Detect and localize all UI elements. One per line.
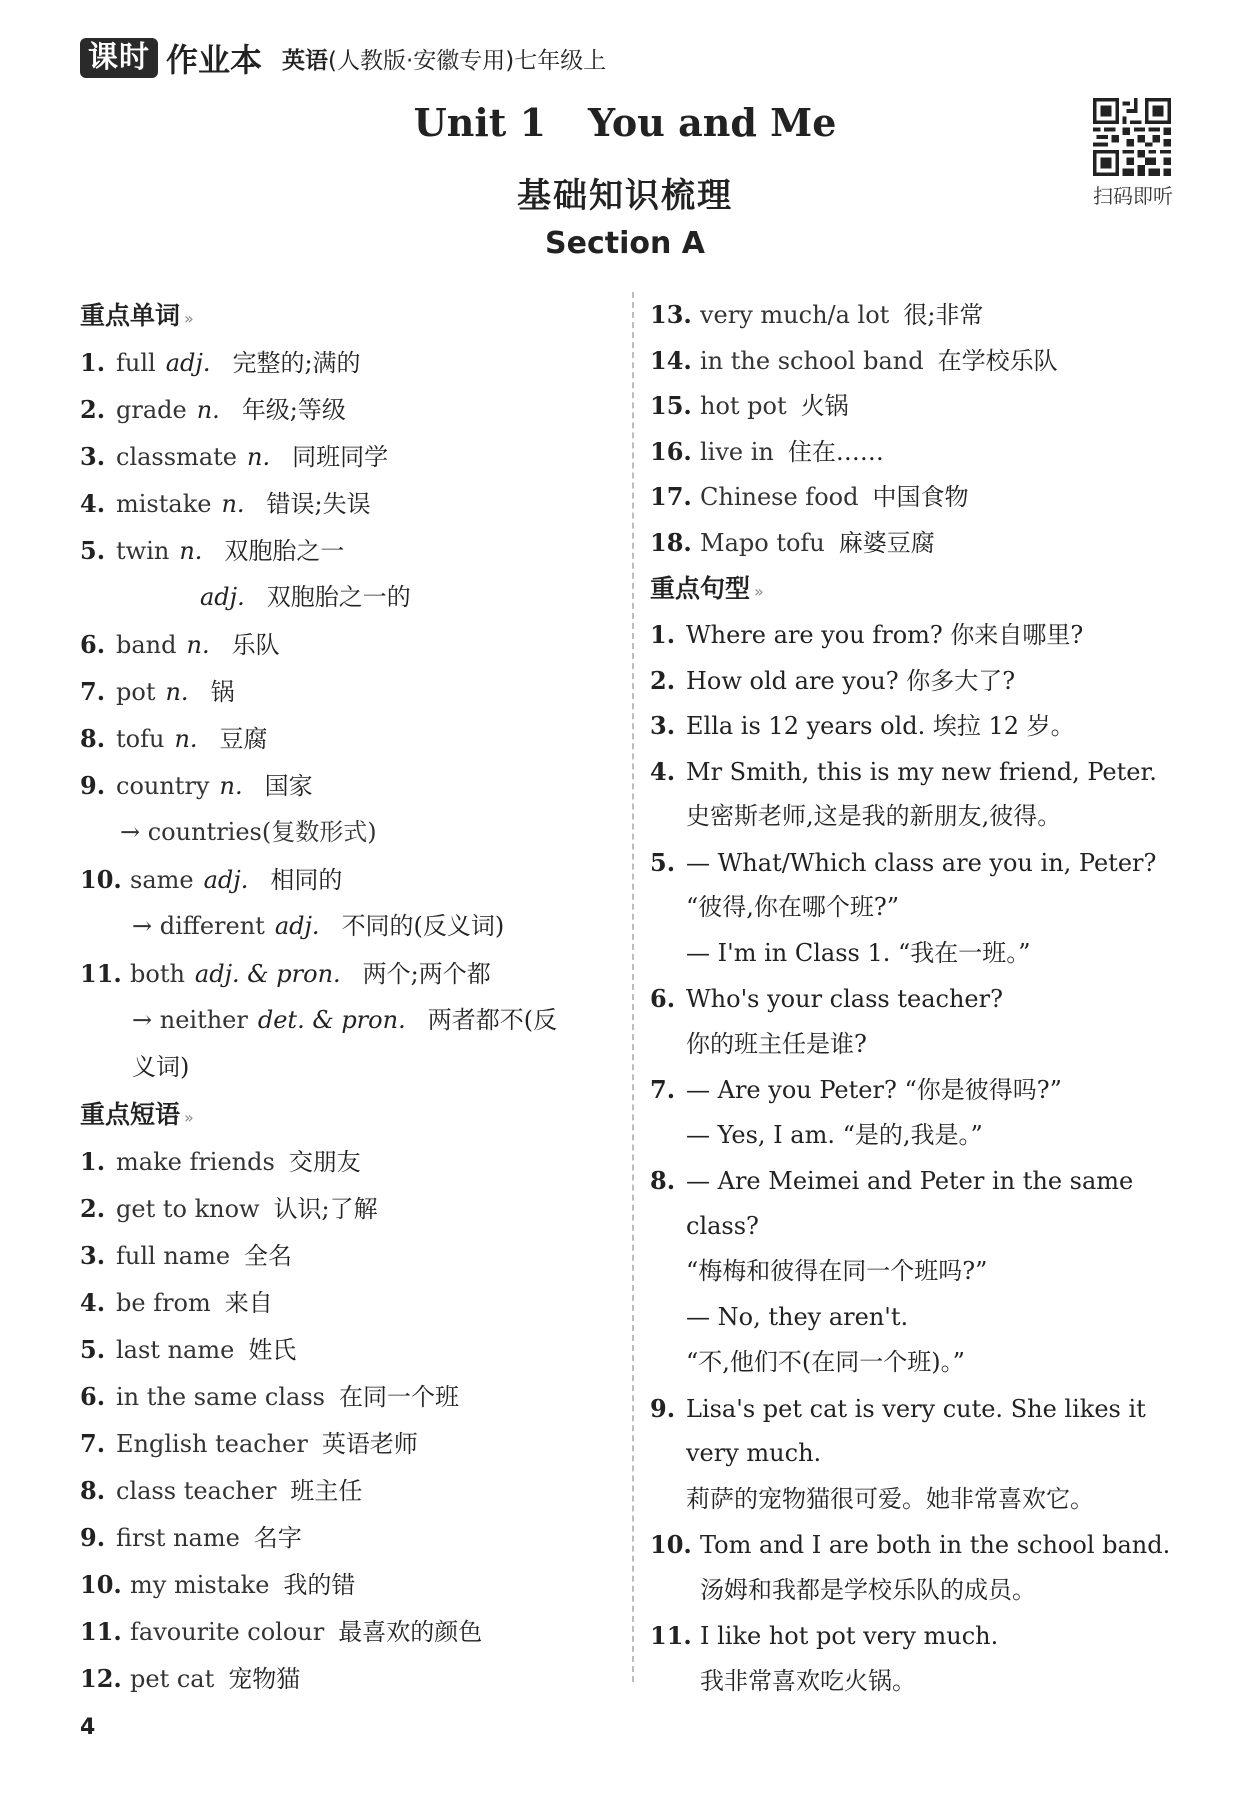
word-item: 5. twin n. 双胞胎之一 xyxy=(80,536,345,565)
logo-text: 作业本 xyxy=(166,41,263,79)
sentence-line: very much. xyxy=(686,1439,822,1467)
phrase-item: 7. English teacher 英语老师 xyxy=(80,1429,418,1458)
book-detail: (人教版·安徽专用)七年级上 xyxy=(328,47,607,74)
sentence-line: 3. Ella is 12 years old. 埃拉 12 岁。 xyxy=(650,711,1075,740)
section-title: Section A xyxy=(545,226,705,261)
word-item: 6. band n. 乐队 xyxy=(80,630,280,659)
word-item: 7. pot n. 锅 xyxy=(80,677,235,706)
sentence-line: 2. How old are you? 你多大了? xyxy=(650,665,1016,695)
book-title xyxy=(282,42,606,75)
phrase-item: 5. last name 姓氏 xyxy=(80,1335,297,1364)
sentence-line: “梅梅和彼得在同一个班吗?” xyxy=(686,1257,988,1285)
words-heading: 重点单词 » xyxy=(80,301,194,330)
qr-label: 扫码即听 xyxy=(1093,184,1173,208)
unit-title xyxy=(0,100,1250,145)
word-item: → different adj. 不同的(反义词) xyxy=(132,912,505,940)
sentence-line: 8. — Are Meimei and Peter in the same xyxy=(650,1166,1134,1195)
phrases-heading: 重点短语 » xyxy=(80,1100,194,1129)
sentence-line: 6. Who's your class teacher? xyxy=(650,984,1003,1013)
phrase-item: 11. favourite colour 最喜欢的颜色 xyxy=(80,1617,483,1646)
sentence-line: 我非常喜欢吃火锅。 xyxy=(700,1666,916,1695)
word-item: 4. mistake n. 错误;失误 xyxy=(80,489,371,518)
book-subject: 英语 xyxy=(282,47,329,74)
sentence-line: “彼得,你在哪个班?” xyxy=(686,893,900,921)
sub-title: 基础知识梳理 xyxy=(517,176,733,216)
sentence-line: 7. — Are you Peter? “你是彼得吗?” xyxy=(650,1075,1062,1104)
sentences-heading: 重点句型 » xyxy=(650,574,764,603)
sentence-line: 5. — What/Which class are you in, Peter? xyxy=(650,847,1157,877)
word-item: → neither det. & pron. 两者都不(反 xyxy=(132,1006,558,1034)
phrase-item: 1. make friends 交朋友 xyxy=(80,1147,361,1176)
sentence-line: class? xyxy=(686,1211,759,1240)
word-item: adj. 双胞胎之一的 xyxy=(200,583,411,611)
sentence-line: 11. I like hot pot very much. xyxy=(650,1621,999,1650)
phrase-item: 13. very much/a lot 很;非常 xyxy=(650,300,984,329)
word-item: 10. same adj. 相同的 xyxy=(80,865,343,894)
right-column xyxy=(650,292,1190,1704)
phrase-item: 15. hot pot 火锅 xyxy=(650,391,849,420)
phrase-item: 6. in the same class 在同一个班 xyxy=(80,1382,459,1411)
phrase-item: 17. Chinese food 中国食物 xyxy=(650,482,969,511)
word-item: 8. tofu n. 豆腐 xyxy=(80,724,268,753)
unit-number: Unit 1 xyxy=(413,100,547,145)
word-item: 义词) xyxy=(132,1053,190,1081)
phrase-item: 4. be from 来自 xyxy=(80,1288,273,1317)
sentence-line: — No, they aren't. xyxy=(686,1302,909,1331)
page-number: 4 xyxy=(80,1715,96,1740)
phrase-item: 3. full name 全名 xyxy=(80,1241,293,1270)
phrase-item: 16. live in 住在…… xyxy=(650,436,884,466)
sentence-line: 莉萨的宠物猫很可爱。她非常喜欢它。 xyxy=(686,1484,1094,1513)
sentence-line: 史密斯老师,这是我的新朋友,彼得。 xyxy=(686,802,1062,830)
chevron-right-icon: » xyxy=(754,582,764,601)
phrase-item: 9. first name 名字 xyxy=(80,1523,302,1552)
word-item: 1. full adj. 完整的;满的 xyxy=(80,348,361,377)
word-item: 9. country n. 国家 xyxy=(80,771,313,800)
chevron-right-icon: » xyxy=(184,309,194,328)
sentence-line: “不,他们不(在同一个班)。” xyxy=(686,1348,965,1376)
chevron-right-icon: » xyxy=(184,1108,194,1127)
unit-name: You and Me xyxy=(588,100,837,145)
sentence-line: 10. Tom and I are both in the school band. xyxy=(650,1530,1171,1559)
sentence-line: — I'm in Class 1. “我在一班。” xyxy=(686,938,1031,967)
word-item: → countries(复数形式) xyxy=(120,818,377,846)
column-divider xyxy=(632,292,634,1682)
phrase-item: 12. pet cat 宠物猫 xyxy=(80,1664,301,1693)
sentence-line: 4. Mr Smith, this is my new friend, Peter. xyxy=(650,756,1157,786)
word-item: 2. grade n. 年级;等级 xyxy=(80,395,346,424)
phrase-item: 14. in the school band 在学校乐队 xyxy=(650,345,1058,375)
sentence-line: 9. Lisa's pet cat is very cute. She likes it xyxy=(650,1393,1146,1423)
sentence-line: 汤姆和我都是学校乐队的成员。 xyxy=(700,1575,1036,1604)
sentence-line: 你的班主任是谁? xyxy=(686,1029,867,1058)
phrase-item: 2. get to know 认识;了解 xyxy=(80,1194,378,1223)
header xyxy=(80,36,606,80)
phrase-item: 18. Mapo tofu 麻婆豆腐 xyxy=(650,527,935,557)
logo-badge: 课时 xyxy=(80,38,158,78)
word-item: 11. both adj. & pron. 两个;两个都 xyxy=(80,959,491,988)
sentence-line: — Yes, I am. “是的,我是。” xyxy=(686,1120,983,1149)
sentence-line: 1. Where are you from? 你来自哪里? xyxy=(650,620,1084,649)
phrase-item: 10. my mistake 我的错 xyxy=(80,1570,356,1599)
phrase-item: 8. class teacher 班主任 xyxy=(80,1476,363,1505)
qr-code-icon[interactable] xyxy=(1093,98,1171,176)
word-item: 3. classmate n. 同班同学 xyxy=(80,442,389,471)
left-column xyxy=(80,292,620,1702)
